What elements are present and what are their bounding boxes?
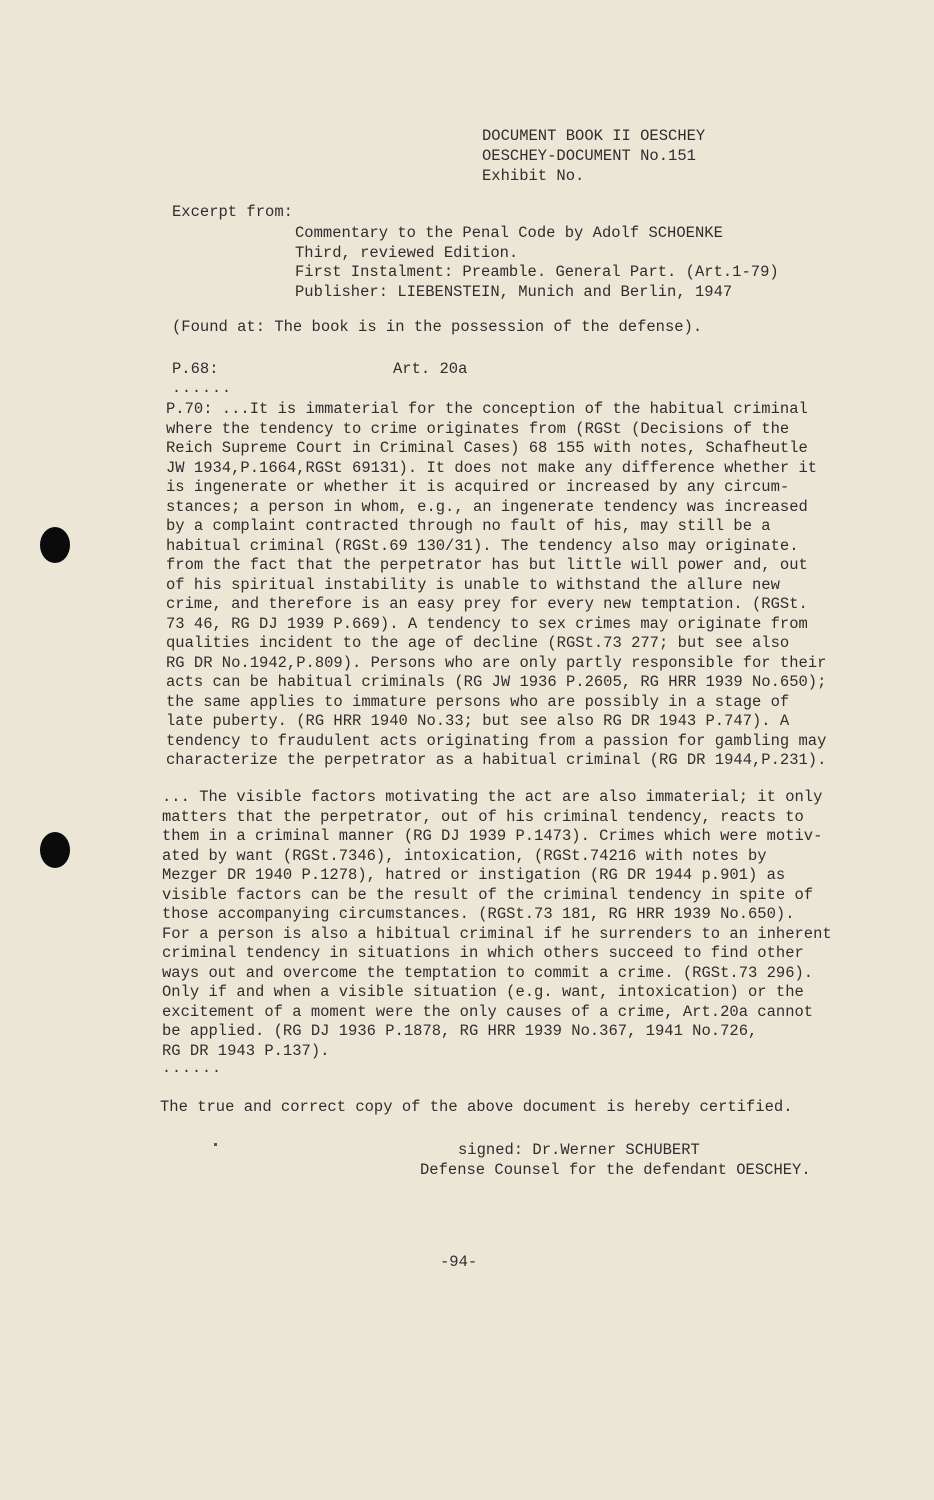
stray-mark bbox=[214, 1143, 217, 1146]
text-line: from the fact that the perpetrator has but little will power and, out bbox=[166, 556, 808, 574]
paragraph-2 bbox=[162, 788, 832, 1061]
text-line: late puberty. (RG HRR 1940 No.33; but see also RG DR 1943 P.747). A bbox=[166, 712, 790, 730]
page-number: -94- bbox=[440, 1253, 478, 1271]
text-line: the same applies to immature persons who are possibly in a stage of bbox=[166, 692, 790, 711]
punch-hole-top bbox=[40, 527, 70, 563]
text-line: tendency to fraudulent acts originating from a passion for gambling may bbox=[166, 731, 827, 750]
text-line: of his spiritual instability is unable to withstand the allure new bbox=[166, 575, 780, 594]
paragraph-1 bbox=[166, 400, 826, 771]
text-line: acts can be habitual criminals (RG JW 1936 P.2605, RG HRR 1939 No.650); bbox=[166, 673, 827, 691]
text-line: characterize the perpetrator as a habitual criminal (RG DR 1944,P.231). bbox=[166, 751, 827, 769]
text-line: Mezger DR 1940 P.1278), hatred or instigation (RG DR 1944 p.901) as bbox=[162, 866, 786, 884]
text-line: ... The visible factors motivating the act are also immaterial; it only bbox=[162, 788, 823, 806]
text-line: those accompanying circumstances. (RGSt.73 181, RG HRR 1939 No.650). bbox=[162, 905, 795, 923]
text-line: criminal tendency in situations in which others succeed to find other bbox=[162, 944, 804, 962]
header-line-3: Exhibit No. bbox=[482, 167, 585, 185]
found-at-note: (Found at: The book is in the possession of the defense). bbox=[172, 318, 703, 336]
source-line: Commentary to the Penal Code by Adolf SCHOENKE bbox=[295, 224, 723, 242]
excerpt-label: Excerpt from: bbox=[172, 203, 293, 221]
source-line: First Instalment: Preamble. General Part. (Art.1-79) bbox=[295, 263, 779, 281]
text-line: stances; a person in whom, e.g., an ingenerate tendency was increased bbox=[166, 497, 808, 516]
text-line: qualities incident to the age of decline (RGSt.73 277; but see also bbox=[166, 634, 790, 652]
text-line: RG DR No.1942,P.809). Persons who are only partly responsible for their bbox=[166, 653, 827, 672]
document-header bbox=[482, 126, 705, 186]
text-line: P.70: ...It is immaterial for the conception of the habitual criminal bbox=[166, 400, 808, 418]
signature-line: signed: Dr.Werner SCHUBERT bbox=[458, 1141, 700, 1159]
signature-block bbox=[420, 1140, 811, 1180]
text-line: visible factors can be the result of the criminal tendency in spite of bbox=[162, 885, 814, 904]
text-line: JW 1934,P.1664,RGSt 69131). It does not make any difference whether it bbox=[166, 458, 818, 477]
source-line: Publisher: LIEBENSTEIN, Munich and Berlin, 1947 bbox=[295, 282, 733, 301]
source-citation bbox=[295, 224, 779, 302]
text-line: excitement of a moment were the only causes of a crime, Art.20a cannot bbox=[162, 1002, 814, 1021]
text-line: habitual criminal (RGSt.69 130/31). The tendency also may originate. bbox=[166, 536, 799, 555]
certification-statement: The true and correct copy of the above document is hereby certified. bbox=[160, 1098, 793, 1116]
text-line: matters that the perpetrator, out of his criminal tendency, reacts to bbox=[162, 807, 804, 826]
ellipsis-bottom: ...... bbox=[162, 1060, 223, 1077]
text-line: be applied. (RG DJ 1936 P.1878, RG HRR 1939 No.367, 1941 No.726, bbox=[162, 1022, 758, 1040]
signature-title: Defense Counsel for the defendant OESCHEY. bbox=[420, 1161, 811, 1179]
text-line: them in a criminal manner (RG DJ 1939 P.1473). Crimes which were motiv- bbox=[162, 827, 823, 845]
ellipsis-top: ...... bbox=[172, 380, 233, 397]
punch-hole-bottom bbox=[40, 832, 70, 868]
text-line: Only if and when a visible situation (e.g. want, intoxication) or the bbox=[162, 983, 804, 1001]
text-line: by a complaint contracted through no fault of his, may still be a bbox=[166, 517, 771, 535]
text-line: is ingenerate or whether it is acquired or increased by any circum- bbox=[166, 478, 790, 496]
text-line: For a person is also a hibitual criminal if he surrenders to an inherent bbox=[162, 924, 832, 943]
source-line: Third, reviewed Edition. bbox=[295, 243, 519, 262]
article-label: Art. 20a bbox=[393, 360, 468, 378]
text-line: crime, and therefore is an easy prey for every new temptation. (RGSt. bbox=[166, 595, 808, 613]
text-line: where the tendency to crime originates from (RGSt (Decisions of the bbox=[166, 419, 790, 438]
header-line-2: OESCHEY-DOCUMENT No.151 bbox=[482, 147, 696, 165]
text-line: ways out and overcome the temptation to commit a crime. (RGSt.73 296). bbox=[162, 963, 814, 982]
header-line-1: DOCUMENT BOOK II OESCHEY bbox=[482, 127, 706, 145]
page-reference: P.68: bbox=[172, 360, 219, 378]
text-line: 73 46, RG DJ 1939 P.669). A tendency to sex crimes may originate from bbox=[166, 614, 808, 633]
text-line: ated by want (RGSt.7346), intoxication, (RGSt.74216 with notes by bbox=[162, 846, 767, 865]
text-line: Reich Supreme Court in Criminal Cases) 68 155 with notes, Schafheutle bbox=[166, 439, 808, 457]
text-line: RG DR 1943 P.137). bbox=[162, 1041, 330, 1060]
